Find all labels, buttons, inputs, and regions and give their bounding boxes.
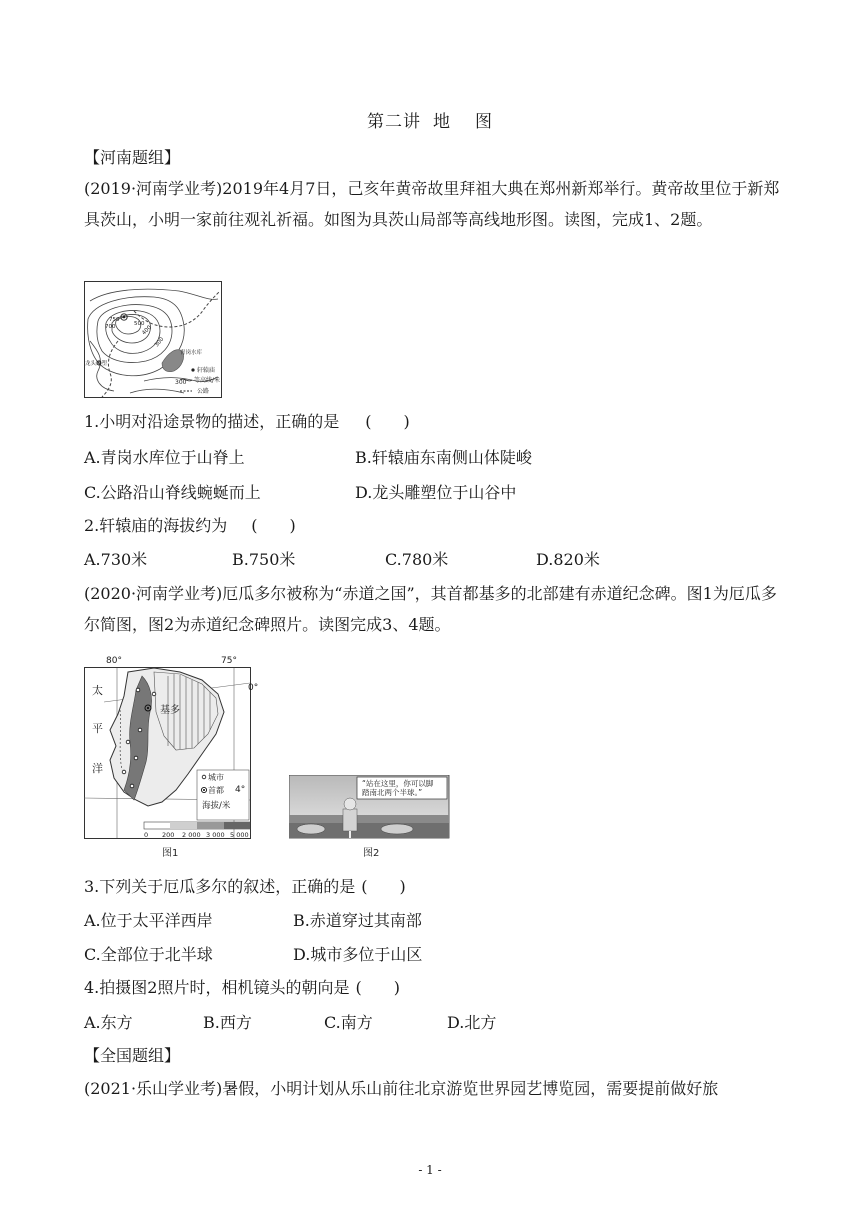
svg-text:龙头雕塑: 龙头雕塑 (85, 361, 108, 367)
svg-text:300: 300 (175, 379, 187, 386)
question-4-stem: 4.拍摄图2照片时，相机镜头的朝向是 ( ) (84, 978, 400, 997)
svg-text:80°: 80° (106, 656, 122, 666)
svg-text:300: 300 (153, 336, 166, 349)
svg-text:4°: 4° (235, 785, 246, 795)
question-3-option-c: C.全部位于北半球 (84, 945, 213, 964)
svg-text:基多: 基多 (160, 705, 180, 716)
svg-text:轩辕庙: 轩辕庙 (197, 367, 216, 374)
svg-text:首都: 首都 (208, 786, 224, 795)
monument-photo (289, 775, 459, 861)
question-3-stem: 3.下列关于厄瓜多尔的叙述，正确的是 ( ) (84, 877, 406, 896)
question-2-option-a: A.730米 (84, 550, 148, 569)
svg-text:踏南北两个半球。”: 踏南北两个半球。” (362, 788, 423, 797)
svg-text:3 000: 3 000 (206, 831, 225, 839)
svg-text:500: 500 (134, 321, 145, 327)
svg-text:洋: 洋 (92, 762, 103, 775)
intro-paragraph-1: (2019·河南学业考)2019年4月7日，己亥年黄帝故里拜祖大典在郑州新郑举行。黄帝故里位于新郑具茨山，小明一家前往观礼祈福。如图为具茨山局部等高线地形图。读图，完成1、2题。 (84, 179, 780, 229)
latitude-label-equator: 0° (248, 683, 259, 693)
question-4-option-a: A.东方 (84, 1013, 133, 1032)
svg-text:5 000: 5 000 (230, 831, 249, 839)
question-3-option-d: D.城市多位于山区 (293, 945, 423, 964)
svg-text:2 000: 2 000 (182, 831, 201, 839)
section-heading-henan: 【河南题组】 (84, 148, 181, 167)
contour-map (84, 281, 222, 398)
question-4-option-c: C.南方 (324, 1013, 373, 1032)
svg-text:太: 太 (92, 684, 103, 697)
svg-text:图2: 图2 (363, 848, 380, 859)
svg-text:平: 平 (92, 722, 103, 735)
question-3-option-a: A.位于太平洋西岸 (84, 911, 213, 930)
intro-paragraph-3: (2021·乐山学业考)暑假，小明计划从乐山前往北京游览世界园艺博览园，需要提前做好旅 (84, 1079, 719, 1098)
svg-text:等高线/米: 等高线/米 (194, 377, 221, 384)
question-2-stem: 2.轩辕庙的海拔约为 ( ) (84, 516, 296, 535)
svg-text:青岗水库: 青岗水库 (180, 350, 203, 356)
svg-text:200: 200 (162, 831, 175, 839)
svg-text:图1: 图1 (162, 848, 179, 859)
page-title: 第二讲 地 图 (367, 112, 493, 132)
intro-paragraph-2: (2020·河南学业考)厄瓜多尔被称为“赤道之国”，其首都基多的北部建有赤道纪念碑。图1为厄瓜多尔简图，图2为赤道纪念碑照片。读图完成3、4题。 (84, 584, 777, 634)
svg-text:700: 700 (105, 324, 116, 330)
svg-text:公路: 公路 (197, 388, 210, 395)
svg-text:城市: 城市 (208, 773, 224, 782)
question-4-option-b: B.西方 (203, 1013, 252, 1032)
question-1-option-c: C.公路沿山脊线蜿蜒而上 (84, 483, 261, 502)
svg-text:0: 0 (144, 831, 149, 839)
question-4-option-d: D.北方 (447, 1013, 497, 1032)
page-number: - 1 - (418, 1163, 442, 1177)
svg-text:400: 400 (141, 324, 153, 337)
question-2-option-c: C.780米 (385, 550, 449, 569)
question-1-option-b: B.轩辕庙东南侧山体陡峻 (355, 448, 532, 467)
svg-text:75°: 75° (221, 656, 237, 666)
question-1-option-d: D.龙头雕塑位于山谷中 (355, 483, 517, 502)
question-3-option-b: B.赤道穿过其南部 (293, 911, 422, 930)
question-2-option-b: B.750米 (232, 550, 296, 569)
section-heading-national: 【全国题组】 (84, 1046, 181, 1065)
question-2-option-d: D.820米 (536, 550, 600, 569)
svg-text:海拔/米: 海拔/米 (202, 801, 231, 811)
question-1-option-a: A.青岗水库位于山脊上 (84, 448, 245, 467)
question-1-stem: 1.小明对沿途景物的描述，正确的是 ( ) (84, 412, 410, 431)
svg-text:“站在这里，你可以脚: “站在这里，你可以脚 (362, 779, 434, 788)
ecuador-map (84, 650, 254, 860)
svg-text:750: 750 (109, 317, 120, 323)
